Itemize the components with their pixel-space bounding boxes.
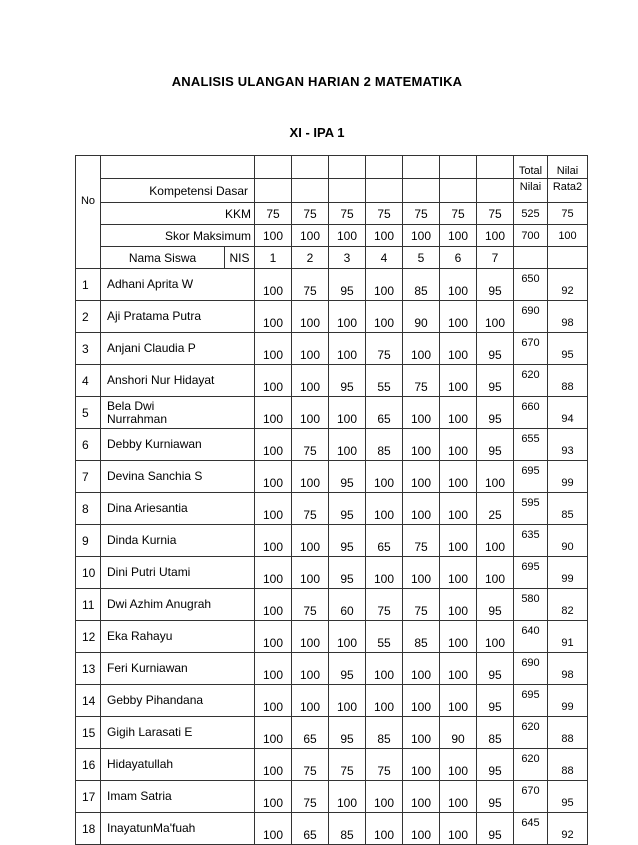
student-name: Adhani Aprita W — [101, 269, 255, 301]
score-cell: 95 — [329, 493, 366, 525]
score-cell: 95 — [329, 269, 366, 301]
student-number: 11 — [76, 589, 101, 621]
score-cell: 100 — [403, 493, 440, 525]
score-cell: 100 — [329, 685, 366, 717]
score-cell: 100 — [440, 269, 477, 301]
skor-maksimum-label: Skor Maksimum — [101, 225, 255, 247]
kd-number: 6 — [440, 247, 477, 269]
score-cell: 75 — [403, 525, 440, 557]
score-cell: 95 — [477, 653, 514, 685]
score-cell: 95 — [329, 717, 366, 749]
score-cell: 100 — [255, 589, 292, 621]
score-cell: 100 — [403, 685, 440, 717]
total-score: 695 — [514, 685, 548, 717]
student-name: Debby Kurniawan — [101, 429, 255, 461]
score-cell: 100 — [403, 749, 440, 781]
student-name: Dina Ariesantia — [101, 493, 255, 525]
score-cell: 100 — [477, 621, 514, 653]
student-row — [76, 685, 588, 717]
score-cell: 100 — [329, 333, 366, 365]
score-cell: 100 — [329, 397, 366, 429]
score-cell: 100 — [255, 557, 292, 589]
kkm-value: 75 — [329, 203, 366, 225]
score-cell: 100 — [403, 813, 440, 845]
score-cell: 100 — [440, 333, 477, 365]
score-cell: 100 — [403, 781, 440, 813]
kd-number: 4 — [366, 247, 403, 269]
skor-total: 700 — [514, 225, 548, 247]
score-cell: 75 — [403, 365, 440, 397]
skor-value: 100 — [255, 225, 292, 247]
average-score: 88 — [548, 749, 588, 781]
average-score: 99 — [548, 685, 588, 717]
skor-value: 100 — [477, 225, 514, 247]
score-cell: 65 — [292, 813, 329, 845]
score-cell: 100 — [403, 557, 440, 589]
kkm-row — [76, 203, 588, 225]
score-cell: 100 — [440, 685, 477, 717]
score-cell: 100 — [255, 653, 292, 685]
kkm-label: KKM — [101, 203, 255, 225]
score-cell: 100 — [366, 813, 403, 845]
student-name: Gigih Larasati E — [101, 717, 255, 749]
score-cell: 100 — [255, 525, 292, 557]
score-cell: 60 — [329, 589, 366, 621]
score-cell: 25 — [477, 493, 514, 525]
kkm-value: 75 — [255, 203, 292, 225]
score-cell: 85 — [403, 621, 440, 653]
kd-number: 3 — [329, 247, 366, 269]
student-name: Bela Dwi Nurrahman — [101, 397, 255, 429]
student-number: 1 — [76, 269, 101, 301]
score-cell: 100 — [292, 557, 329, 589]
score-cell: 100 — [440, 525, 477, 557]
avg-header-2: Rata2 — [548, 179, 588, 203]
score-cell: 95 — [329, 365, 366, 397]
student-row — [76, 589, 588, 621]
score-cell: 100 — [292, 621, 329, 653]
score-cell: 100 — [292, 653, 329, 685]
student-row — [76, 301, 588, 333]
score-cell: 95 — [477, 269, 514, 301]
kkm-total: 525 — [514, 203, 548, 225]
score-cell: 100 — [255, 781, 292, 813]
total-score: 650 — [514, 269, 548, 301]
average-score: 90 — [548, 525, 588, 557]
total-score: 580 — [514, 589, 548, 621]
score-cell: 65 — [366, 525, 403, 557]
score-cell: 95 — [477, 429, 514, 461]
student-row — [76, 493, 588, 525]
score-cell: 95 — [477, 589, 514, 621]
total-score: 670 — [514, 333, 548, 365]
score-cell: 75 — [292, 589, 329, 621]
total-header-2: Nilai — [514, 179, 548, 203]
score-cell: 100 — [255, 333, 292, 365]
student-name: Imam Satria — [101, 781, 255, 813]
student-number: 3 — [76, 333, 101, 365]
student-name: Gebby Pihandana — [101, 685, 255, 717]
skor-value: 100 — [292, 225, 329, 247]
no-header: No — [76, 156, 101, 247]
score-cell: 65 — [292, 717, 329, 749]
student-number: 9 — [76, 525, 101, 557]
score-cell: 75 — [366, 589, 403, 621]
score-cell: 55 — [366, 621, 403, 653]
score-cell: 100 — [477, 525, 514, 557]
score-cell: 100 — [292, 333, 329, 365]
average-score: 99 — [548, 557, 588, 589]
skor-value: 100 — [403, 225, 440, 247]
score-cell: 75 — [366, 749, 403, 781]
student-row — [76, 781, 588, 813]
student-row — [76, 429, 588, 461]
total-header: Total — [514, 156, 548, 179]
student-name: Devina Sanchia S — [101, 461, 255, 493]
score-cell: 95 — [329, 653, 366, 685]
score-cell: 100 — [403, 333, 440, 365]
score-cell: 100 — [366, 685, 403, 717]
skor-avg: 100 — [548, 225, 588, 247]
score-cell: 100 — [255, 365, 292, 397]
score-cell: 100 — [440, 461, 477, 493]
header-row-kompetensi — [76, 179, 588, 203]
score-cell: 75 — [292, 269, 329, 301]
score-cell: 100 — [366, 461, 403, 493]
score-cell: 100 — [403, 653, 440, 685]
total-score: 635 — [514, 525, 548, 557]
kd-number: 5 — [403, 247, 440, 269]
kkm-value: 75 — [403, 203, 440, 225]
total-score: 595 — [514, 493, 548, 525]
student-name: Hidayatullah — [101, 749, 255, 781]
score-cell: 100 — [440, 813, 477, 845]
score-cell: 100 — [292, 365, 329, 397]
student-row — [76, 621, 588, 653]
average-score: 88 — [548, 717, 588, 749]
score-cell: 100 — [403, 397, 440, 429]
average-score: 98 — [548, 653, 588, 685]
score-cell: 100 — [440, 621, 477, 653]
student-number: 7 — [76, 461, 101, 493]
class-subtitle: XI - IPA 1 — [289, 125, 345, 140]
score-cell: 85 — [366, 429, 403, 461]
average-score: 98 — [548, 301, 588, 333]
student-name: Feri Kurniawan — [101, 653, 255, 685]
score-cell: 100 — [440, 557, 477, 589]
score-cell: 100 — [477, 557, 514, 589]
average-score: 95 — [548, 781, 588, 813]
score-cell: 85 — [403, 269, 440, 301]
score-cell: 100 — [255, 269, 292, 301]
score-cell: 75 — [292, 781, 329, 813]
skor-value: 100 — [440, 225, 477, 247]
score-cell: 100 — [440, 429, 477, 461]
kd-number: 2 — [292, 247, 329, 269]
student-row — [76, 813, 588, 845]
average-score: 88 — [548, 365, 588, 397]
score-cell: 100 — [403, 717, 440, 749]
score-cell: 95 — [477, 749, 514, 781]
score-cell: 75 — [366, 333, 403, 365]
kkm-value: 75 — [292, 203, 329, 225]
student-name: Eka Rahayu — [101, 621, 255, 653]
score-cell: 100 — [477, 461, 514, 493]
student-row — [76, 749, 588, 781]
average-score: 85 — [548, 493, 588, 525]
average-score: 95 — [548, 333, 588, 365]
blank-cell — [101, 156, 255, 179]
student-number: 18 — [76, 813, 101, 845]
score-cell: 100 — [292, 461, 329, 493]
score-cell: 95 — [477, 365, 514, 397]
score-cell: 100 — [329, 781, 366, 813]
score-cell: 100 — [440, 365, 477, 397]
grade-analysis-table — [75, 155, 588, 845]
student-row — [76, 333, 588, 365]
student-number: 2 — [76, 301, 101, 333]
kkm-value: 75 — [477, 203, 514, 225]
total-score: 660 — [514, 397, 548, 429]
student-number: 12 — [76, 621, 101, 653]
score-cell: 75 — [292, 493, 329, 525]
score-cell: 100 — [255, 813, 292, 845]
score-cell: 95 — [477, 333, 514, 365]
score-cell: 100 — [440, 493, 477, 525]
score-cell: 95 — [329, 557, 366, 589]
student-name: InayatunMa'fuah — [101, 813, 255, 845]
score-cell: 100 — [255, 301, 292, 333]
score-cell: 100 — [255, 461, 292, 493]
kd-number: 1 — [255, 247, 292, 269]
kkm-value: 75 — [440, 203, 477, 225]
score-cell: 65 — [366, 397, 403, 429]
total-score: 620 — [514, 749, 548, 781]
student-row — [76, 717, 588, 749]
student-row — [76, 365, 588, 397]
total-score: 690 — [514, 653, 548, 685]
score-cell: 100 — [366, 493, 403, 525]
student-name: Dwi Azhim Anugrah — [101, 589, 255, 621]
score-cell: 100 — [292, 397, 329, 429]
student-name: Dinda Kurnia — [101, 525, 255, 557]
score-cell: 100 — [255, 493, 292, 525]
average-score: 92 — [548, 813, 588, 845]
average-score: 99 — [548, 461, 588, 493]
score-cell: 100 — [255, 717, 292, 749]
score-cell: 95 — [329, 525, 366, 557]
score-cell: 95 — [477, 813, 514, 845]
student-number: 16 — [76, 749, 101, 781]
score-cell: 85 — [329, 813, 366, 845]
student-row — [76, 461, 588, 493]
student-row — [76, 269, 588, 301]
total-score: 655 — [514, 429, 548, 461]
score-cell: 95 — [329, 461, 366, 493]
student-row — [76, 397, 588, 429]
score-cell: 90 — [440, 717, 477, 749]
student-number: 17 — [76, 781, 101, 813]
score-cell: 100 — [366, 781, 403, 813]
score-cell: 100 — [255, 685, 292, 717]
score-cell: 100 — [403, 429, 440, 461]
score-cell: 100 — [440, 301, 477, 333]
score-cell: 85 — [366, 717, 403, 749]
kkm-value: 75 — [366, 203, 403, 225]
score-cell: 100 — [440, 781, 477, 813]
total-score: 670 — [514, 781, 548, 813]
avg-header: Nilai — [548, 156, 588, 179]
document-title: ANALISIS ULANGAN HARIAN 2 MATEMATIKA — [171, 74, 463, 89]
kkm-avg: 75 — [548, 203, 588, 225]
kd-number: 7 — [477, 247, 514, 269]
student-number: 10 — [76, 557, 101, 589]
student-name: Anshori Nur Hidayat — [101, 365, 255, 397]
student-number: 13 — [76, 653, 101, 685]
total-score: 690 — [514, 301, 548, 333]
score-cell: 100 — [366, 301, 403, 333]
student-row — [76, 557, 588, 589]
total-score: 640 — [514, 621, 548, 653]
header-row-total — [76, 156, 588, 179]
score-cell: 100 — [440, 589, 477, 621]
nis-label: NIS — [225, 247, 255, 269]
score-cell: 100 — [329, 301, 366, 333]
nama-siswa-label: Nama Siswa — [101, 247, 225, 269]
student-number: 4 — [76, 365, 101, 397]
score-cell: 100 — [255, 397, 292, 429]
score-cell: 75 — [292, 429, 329, 461]
student-row — [76, 525, 588, 557]
score-cell: 100 — [329, 621, 366, 653]
total-score: 695 — [514, 461, 548, 493]
score-cell: 100 — [440, 397, 477, 429]
average-score: 82 — [548, 589, 588, 621]
score-cell: 100 — [366, 557, 403, 589]
score-cell: 100 — [292, 301, 329, 333]
score-cell: 100 — [477, 301, 514, 333]
score-cell: 100 — [255, 429, 292, 461]
skor-value: 100 — [329, 225, 366, 247]
total-score: 645 — [514, 813, 548, 845]
score-cell: 100 — [255, 749, 292, 781]
student-name: Aji Pratama Putra — [101, 301, 255, 333]
score-cell: 100 — [440, 749, 477, 781]
student-number: 14 — [76, 685, 101, 717]
score-cell: 100 — [329, 429, 366, 461]
student-number: 15 — [76, 717, 101, 749]
skor-value: 100 — [366, 225, 403, 247]
score-cell: 100 — [403, 461, 440, 493]
score-cell: 100 — [366, 269, 403, 301]
score-cell: 100 — [440, 653, 477, 685]
student-name: Dini Putri Utami — [101, 557, 255, 589]
score-cell: 100 — [292, 525, 329, 557]
average-score: 94 — [548, 397, 588, 429]
score-cell: 95 — [477, 781, 514, 813]
score-cell: 85 — [477, 717, 514, 749]
score-cell: 100 — [366, 653, 403, 685]
average-score: 92 — [548, 269, 588, 301]
total-score: 695 — [514, 557, 548, 589]
total-score: 620 — [514, 717, 548, 749]
student-number: 5 — [76, 397, 101, 429]
average-score: 93 — [548, 429, 588, 461]
score-cell: 75 — [292, 749, 329, 781]
average-score: 91 — [548, 621, 588, 653]
score-cell: 90 — [403, 301, 440, 333]
score-cell: 75 — [329, 749, 366, 781]
kompetensi-dasar-label: Kompetensi Dasar — [101, 179, 255, 203]
kd-number-row — [76, 247, 588, 269]
student-row — [76, 653, 588, 685]
skor-maksimum-row — [76, 225, 588, 247]
score-cell: 55 — [366, 365, 403, 397]
score-cell: 95 — [477, 397, 514, 429]
score-cell: 95 — [477, 685, 514, 717]
student-name: Anjani Claudia P — [101, 333, 255, 365]
student-number: 6 — [76, 429, 101, 461]
score-cell: 100 — [255, 621, 292, 653]
score-cell: 100 — [292, 685, 329, 717]
total-score: 620 — [514, 365, 548, 397]
score-cell: 75 — [403, 589, 440, 621]
student-number: 8 — [76, 493, 101, 525]
